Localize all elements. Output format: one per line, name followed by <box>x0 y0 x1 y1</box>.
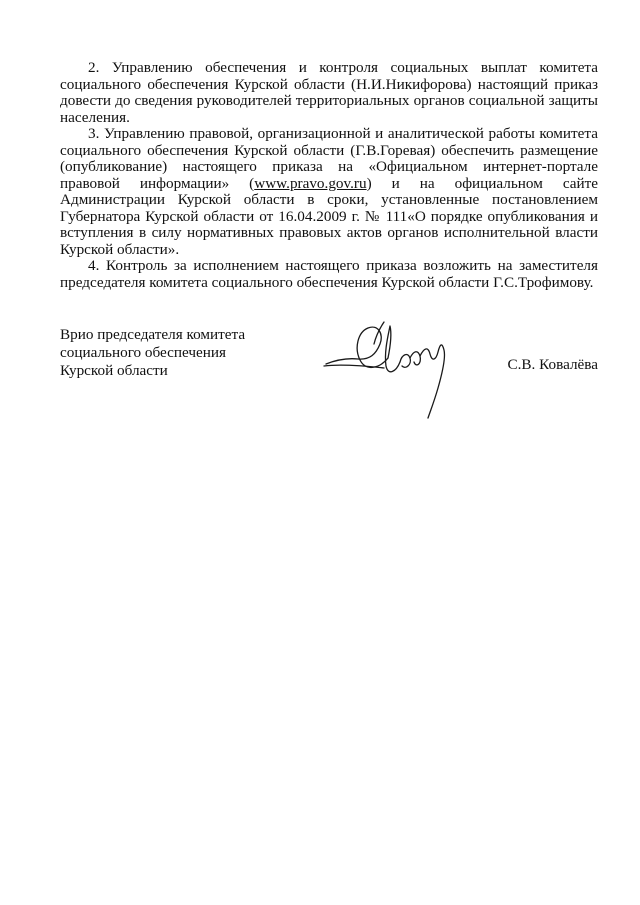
signature-block <box>60 326 598 416</box>
signatory-title-line-2: социального обеспечения <box>60 344 227 361</box>
paragraph-2-text: 2. Управлению обеспечения и контроля социальных выплат комитета социального обеспечения Курской области (Н.И.Никифорова) настоящий приказ довести до сведения руководителей территориальных органов социальной защиты населения. <box>60 59 598 126</box>
document-body <box>60 60 598 291</box>
paragraph-3 <box>60 126 598 258</box>
paragraph-4 <box>60 258 598 291</box>
signatory-name: С.В. Ковалёва <box>507 356 598 373</box>
paragraph-4-text: 4. Контроль за исполнением настоящего приказа возложить на заместителя председателя комитета социального обеспечения Курской области Г.С.Трофимову. <box>60 257 598 291</box>
paragraph-3-text-start: 3. Управлению правовой, организационной и аналитической работы комитета социального обеспечения Курской области (Г.В.Горевая) обеспечить размещение (опубликование) настоящего приказа на «Официальном интернет-портале правовой информации» ( <box>60 125 598 192</box>
pravo-gov-link[interactable]: www.pravo.gov.ru <box>254 174 367 192</box>
paragraph-3-text-end: ) и на официальном сайте Администрации Курской области в сроки, установленные постановлением Губернатора Курской области от 16.04.2009 г. № 111«О порядке опубликования и вступления в силу нормативных правовых актов органов исполнительной власти Курской области». <box>60 174 599 258</box>
signatory-title-line-3: Курской области <box>60 362 168 379</box>
signatory-title <box>60 326 320 380</box>
paragraph-2 <box>60 60 598 126</box>
handwritten-signature <box>318 314 468 424</box>
signatory-title-line-1: Врио председателя комитета <box>60 326 246 343</box>
